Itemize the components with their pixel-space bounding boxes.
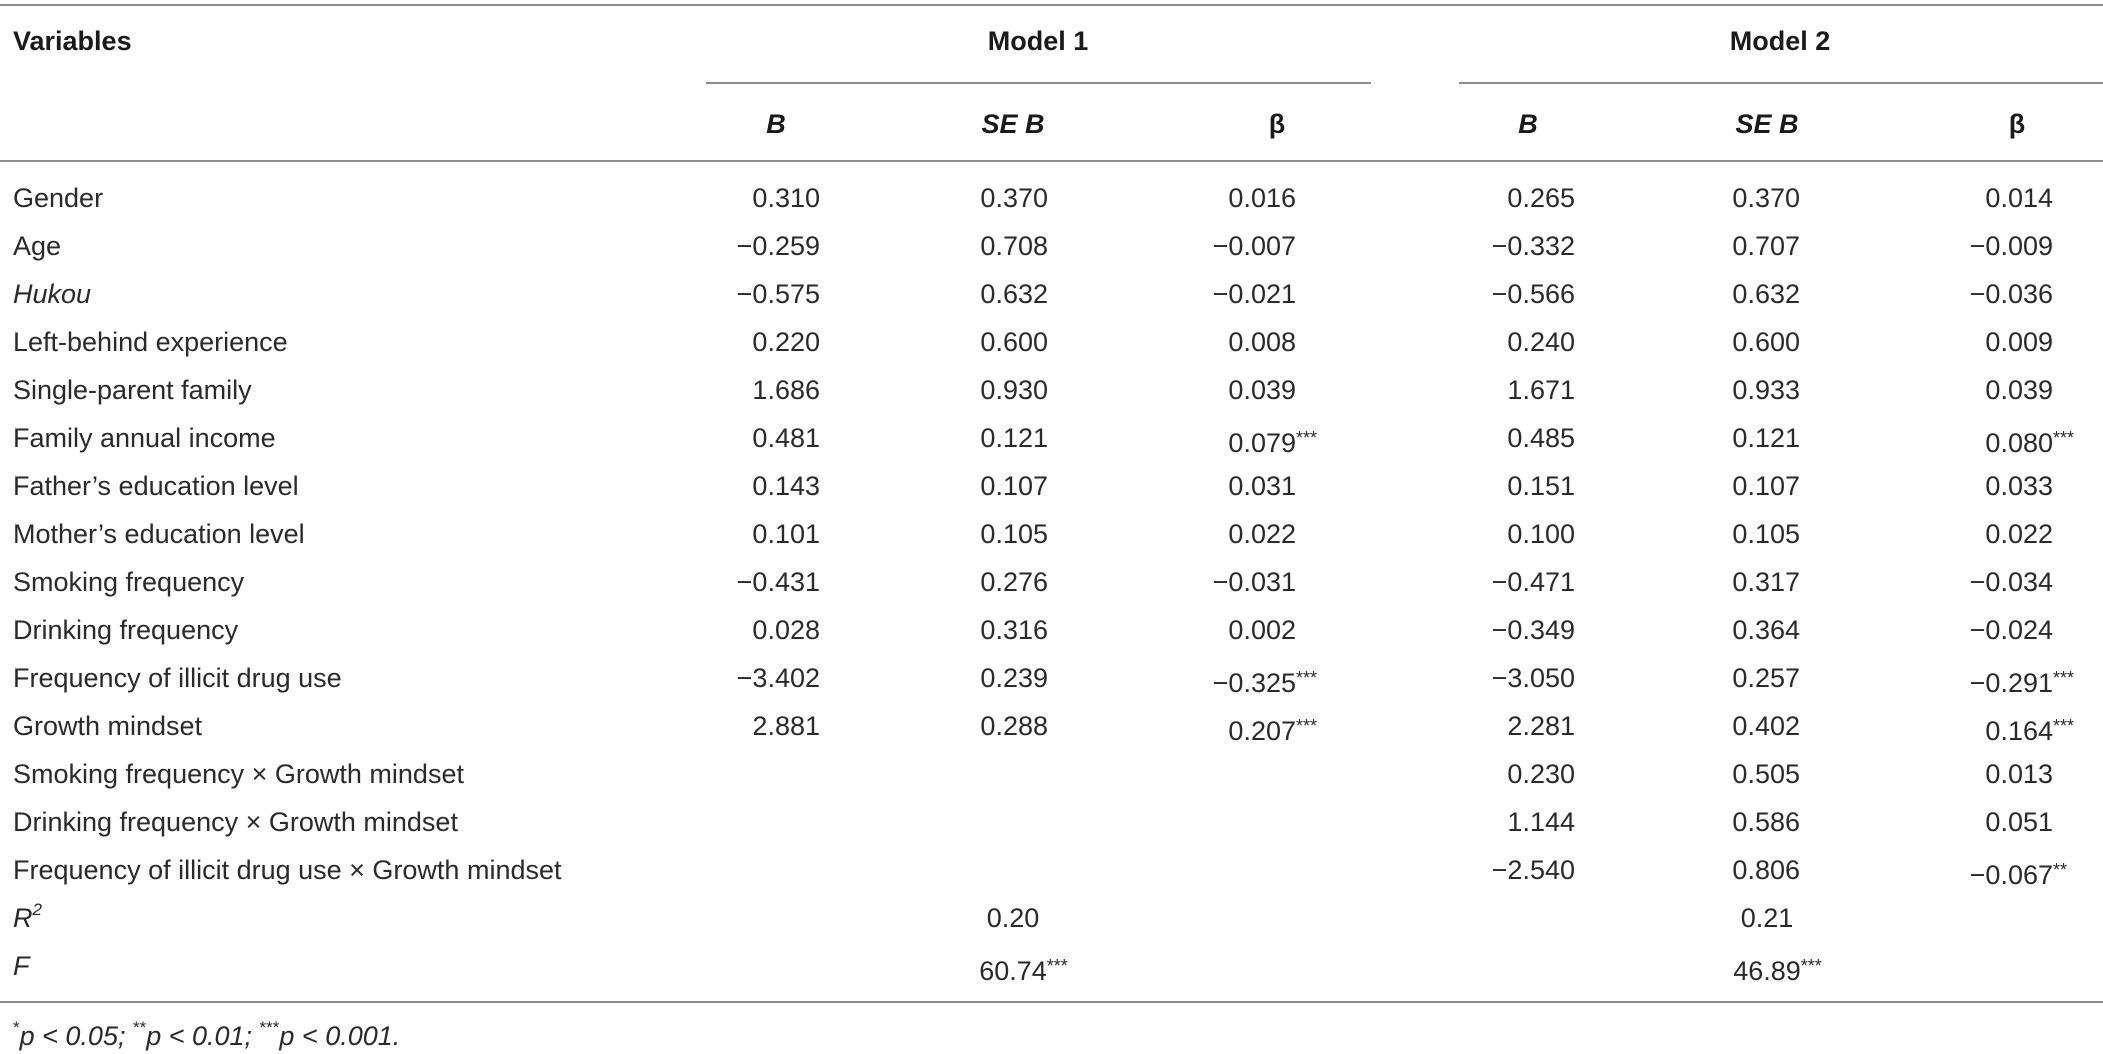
cell-value: 2.281 (1507, 711, 1575, 741)
row-label: Smoking frequency (13, 567, 245, 597)
variables-header: Variables (13, 26, 132, 56)
m1-beta-cell (1096, 470, 1296, 502)
m1-beta-cell (1096, 182, 1296, 214)
cell-value: 0.257 (1732, 663, 1800, 693)
f-model1-stars: *** (1046, 956, 1068, 976)
cell-value: −0.431 (736, 567, 820, 597)
row-label: Single-parent family (13, 375, 252, 405)
header-bottom-rule (0, 160, 2103, 162)
m2-beta-cell (1853, 374, 2053, 406)
m2-se-b-cell (1600, 614, 1800, 646)
row-label: Gender (13, 183, 104, 213)
f-model2-stars: *** (1800, 956, 1822, 976)
cell-value: −0.036 (1969, 279, 2053, 309)
cell-value: 0.022 (1228, 519, 1296, 549)
m2-b-cell (1375, 518, 1575, 550)
m2-beta-cell (1853, 662, 2075, 699)
cell-value: 0.288 (980, 711, 1048, 741)
m2-se-b-cell (1600, 470, 1800, 502)
cell-value: −2.540 (1491, 855, 1575, 885)
m2-b-cell (1375, 758, 1575, 790)
significance-stars: *** (1296, 716, 1318, 736)
m1-beta-cell (1096, 278, 1296, 310)
m1-b-cell (620, 230, 820, 262)
m2-se-b-cell (1600, 710, 1800, 742)
m2-beta-cell (1853, 278, 2053, 310)
cell-value: 0.632 (980, 279, 1048, 309)
m2-b-cell (1375, 230, 1575, 262)
r2-model1: 0.20 (986, 903, 1040, 933)
m1-b-cell (620, 518, 820, 550)
m2-beta-cell (1853, 614, 2053, 646)
row-label: Hukou (13, 279, 92, 309)
f-model2-value: 46.89 (1733, 956, 1801, 986)
cell-value: 0.230 (1507, 759, 1575, 789)
cell-value: 0.151 (1507, 471, 1575, 501)
m1-se-b-cell (848, 470, 1048, 502)
m1-beta-cell (1096, 422, 1318, 459)
cell-value: 2.881 (752, 711, 820, 741)
cell-value: 0.317 (1732, 567, 1800, 597)
cell-value: −0.332 (1491, 231, 1575, 261)
m2-b-cell (1375, 566, 1575, 598)
cell-value: 0.505 (1732, 759, 1800, 789)
m1-se-b-cell (848, 182, 1048, 214)
m2-se-b-cell (1600, 758, 1800, 790)
cell-value: −0.031 (1212, 567, 1296, 597)
cell-value: 0.107 (1732, 471, 1800, 501)
cell-value: 0.316 (980, 615, 1048, 645)
cell-value: −0.349 (1491, 615, 1575, 645)
cell-value: 0.586 (1732, 807, 1800, 837)
r2-model2: 0.21 (1740, 903, 1794, 933)
m1-beta-cell (1096, 374, 1296, 406)
cell-value: 0.105 (980, 519, 1048, 549)
m2-se-b-cell (1600, 182, 1800, 214)
cell-value: 0.039 (1985, 375, 2053, 405)
significance-stars: ** (2053, 860, 2068, 880)
significance-stars: *** (2053, 668, 2075, 688)
cell-value: 0.002 (1228, 615, 1296, 645)
cell-value: 0.240 (1507, 327, 1575, 357)
m1-se-b-cell (848, 230, 1048, 262)
cell-value: 0.031 (1228, 471, 1296, 501)
row-label: Frequency of illicit drug use (13, 663, 342, 693)
f-label: F (13, 951, 30, 981)
cell-value: −0.325 (1212, 668, 1296, 698)
cell-value: 0.013 (1985, 759, 2053, 789)
m1-se-b-cell (848, 710, 1048, 742)
m1-beta-cell (1096, 806, 1296, 838)
m2-se-b-cell (1600, 662, 1800, 694)
cell-value: 0.101 (752, 519, 820, 549)
cell-value: −0.034 (1969, 567, 2053, 597)
m1-beta-cell (1096, 518, 1296, 550)
row-label: Drinking frequency (13, 615, 239, 645)
cell-value: 0.370 (1732, 183, 1800, 213)
m1-se-b-cell (848, 326, 1048, 358)
m1-b-cell (620, 182, 820, 214)
model2-beta-header: β (2008, 109, 2026, 139)
m1-beta-cell (1096, 326, 1296, 358)
model1-header-rule (706, 82, 1371, 84)
cell-value: 0.276 (980, 567, 1048, 597)
m2-beta-cell (1853, 566, 2053, 598)
significance-stars: *** (2053, 716, 2075, 736)
significance-stars: *** (1296, 668, 1318, 688)
cell-value: −0.021 (1212, 279, 1296, 309)
cell-value: −0.566 (1491, 279, 1575, 309)
m1-se-b-cell (848, 566, 1048, 598)
cell-value: 0.079 (1228, 428, 1296, 458)
m1-se-b-cell (848, 422, 1048, 454)
cell-value: 0.632 (1732, 279, 1800, 309)
footnote-star2: ** (132, 1018, 147, 1037)
m1-b-cell (620, 566, 820, 598)
row-label: Age (13, 231, 62, 261)
row-label: Drinking frequency × Growth mindset (13, 807, 458, 837)
r2-label-sup: 2 (32, 900, 42, 919)
cell-value: 0.481 (752, 423, 820, 453)
cell-value: 0.265 (1507, 183, 1575, 213)
r2-label-text: R (13, 903, 33, 933)
m2-beta-cell (1853, 854, 2068, 891)
m2-beta-cell (1853, 326, 2053, 358)
cell-value: −0.575 (736, 279, 820, 309)
row-label: Left-behind experience (13, 327, 288, 357)
m1-beta-cell (1096, 662, 1318, 699)
m2-se-b-cell (1600, 854, 1800, 886)
f-model2 (1697, 950, 1837, 987)
cell-value: 0.022 (1985, 519, 2053, 549)
m2-b-cell (1375, 614, 1575, 646)
cell-value: −0.024 (1969, 615, 2053, 645)
table-bottom-rule (0, 1001, 2103, 1003)
cell-value: 0.107 (980, 471, 1048, 501)
cell-value: 0.485 (1507, 423, 1575, 453)
m1-b-cell (620, 374, 820, 406)
r2-label (13, 902, 42, 934)
m2-beta-cell (1853, 422, 2075, 459)
cell-value: −0.259 (736, 231, 820, 261)
m2-se-b-cell (1600, 374, 1800, 406)
model1-seb-header: SE B (981, 109, 1045, 139)
m1-b-cell (620, 710, 820, 742)
cell-value: 1.144 (1507, 807, 1575, 837)
m2-se-b-cell (1600, 806, 1800, 838)
cell-value: 0.121 (980, 423, 1048, 453)
cell-value: 0.051 (1985, 807, 2053, 837)
cell-value: 0.164 (1985, 716, 2053, 746)
cell-value: 0.121 (1732, 423, 1800, 453)
cell-value: −0.009 (1969, 231, 2053, 261)
cell-value: 0.806 (1732, 855, 1800, 885)
cell-value: 1.686 (752, 375, 820, 405)
cell-value: 0.207 (1228, 716, 1296, 746)
footnote-text1: p < 0.05; (19, 1021, 133, 1051)
m2-b-cell (1375, 710, 1575, 742)
cell-value: 1.671 (1507, 375, 1575, 405)
row-label: Mother’s education level (13, 519, 305, 549)
cell-value: 0.707 (1732, 231, 1800, 261)
m2-beta-cell (1853, 182, 2053, 214)
m2-se-b-cell (1600, 278, 1800, 310)
m2-beta-cell (1853, 518, 2053, 550)
m1-beta-cell (1096, 566, 1296, 598)
m1-b-cell (620, 326, 820, 358)
row-label: Smoking frequency × Growth mindset (13, 759, 464, 789)
cell-value: 0.016 (1228, 183, 1296, 213)
cell-value: −0.471 (1491, 567, 1575, 597)
cell-value: −0.007 (1212, 231, 1296, 261)
m1-beta-cell (1096, 758, 1296, 790)
m2-beta-cell (1853, 230, 2053, 262)
m1-beta-cell (1096, 230, 1296, 262)
m2-beta-cell (1853, 758, 2053, 790)
row-label: Father’s education level (13, 471, 299, 501)
m2-se-b-cell (1600, 566, 1800, 598)
m2-b-cell (1375, 374, 1575, 406)
model2-header: Model 2 (1729, 26, 1831, 56)
m1-se-b-cell (848, 278, 1048, 310)
m1-beta-cell (1096, 854, 1296, 886)
m2-b-cell (1375, 806, 1575, 838)
m1-se-b-cell (848, 374, 1048, 406)
significance-footnote (13, 1020, 400, 1052)
m1-b-cell (620, 278, 820, 310)
m2-se-b-cell (1600, 230, 1800, 262)
cell-value: 0.014 (1985, 183, 2053, 213)
table-top-rule (0, 4, 2103, 6)
m2-beta-cell (1853, 710, 2075, 747)
model2-b-header: B (1518, 109, 1538, 139)
m2-b-cell (1375, 854, 1575, 886)
cell-value: 0.310 (752, 183, 820, 213)
m1-se-b-cell (848, 614, 1048, 646)
significance-stars: *** (2053, 428, 2075, 448)
cell-value: 0.239 (980, 663, 1048, 693)
cell-value: 0.220 (752, 327, 820, 357)
f-model1-value: 60.74 (979, 956, 1047, 986)
footnote-text2: p < 0.01; (146, 1021, 260, 1051)
cell-value: −0.291 (1969, 668, 2053, 698)
cell-value: −0.067 (1969, 860, 2053, 890)
model1-b-header: B (766, 109, 786, 139)
m1-b-cell (620, 662, 820, 694)
m2-se-b-cell (1600, 422, 1800, 454)
cell-value: 0.028 (752, 615, 820, 645)
cell-value: 0.033 (1985, 471, 2053, 501)
row-label: Frequency of illicit drug use × Growth mindset (13, 855, 562, 885)
m2-b-cell (1375, 662, 1575, 694)
footnote-text3: p < 0.001. (279, 1021, 401, 1051)
cell-value: 0.364 (1732, 615, 1800, 645)
m2-b-cell (1375, 182, 1575, 214)
m1-b-cell (620, 614, 820, 646)
m2-b-cell (1375, 278, 1575, 310)
significance-stars: *** (1296, 428, 1318, 448)
model2-header-rule (1459, 82, 2103, 84)
cell-value: 0.105 (1732, 519, 1800, 549)
model1-header: Model 1 (987, 26, 1089, 56)
footnote-star3: *** (259, 1018, 280, 1037)
cell-value: 0.080 (1985, 428, 2053, 458)
m1-se-b-cell (848, 518, 1048, 550)
m2-b-cell (1375, 470, 1575, 502)
cell-value: 0.933 (1732, 375, 1800, 405)
cell-value: 0.402 (1732, 711, 1800, 741)
m2-beta-cell (1853, 806, 2053, 838)
row-label: Family annual income (13, 423, 276, 453)
model2-seb-header: SE B (1735, 109, 1799, 139)
cell-value: 0.100 (1507, 519, 1575, 549)
cell-value: −3.050 (1491, 663, 1575, 693)
cell-value: −3.402 (736, 663, 820, 693)
cell-value: 0.008 (1228, 327, 1296, 357)
m1-b-cell (620, 470, 820, 502)
footnote-star1: * (13, 1018, 20, 1037)
m1-b-cell (620, 422, 820, 454)
cell-value: 0.600 (1732, 327, 1800, 357)
m1-beta-cell (1096, 710, 1318, 747)
m2-beta-cell (1853, 470, 2053, 502)
m2-b-cell (1375, 422, 1575, 454)
cell-value: 0.039 (1228, 375, 1296, 405)
m2-b-cell (1375, 326, 1575, 358)
f-model1 (943, 950, 1083, 987)
m2-se-b-cell (1600, 518, 1800, 550)
cell-value: 0.009 (1985, 327, 2053, 357)
cell-value: 0.708 (980, 231, 1048, 261)
cell-value: 0.143 (752, 471, 820, 501)
row-label: Growth mindset (13, 711, 203, 741)
model1-beta-header: β (1268, 109, 1286, 139)
m2-se-b-cell (1600, 326, 1800, 358)
cell-value: 0.600 (980, 327, 1048, 357)
m1-beta-cell (1096, 614, 1296, 646)
cell-value: 0.370 (980, 183, 1048, 213)
m1-se-b-cell (848, 662, 1048, 694)
cell-value: 0.930 (980, 375, 1048, 405)
